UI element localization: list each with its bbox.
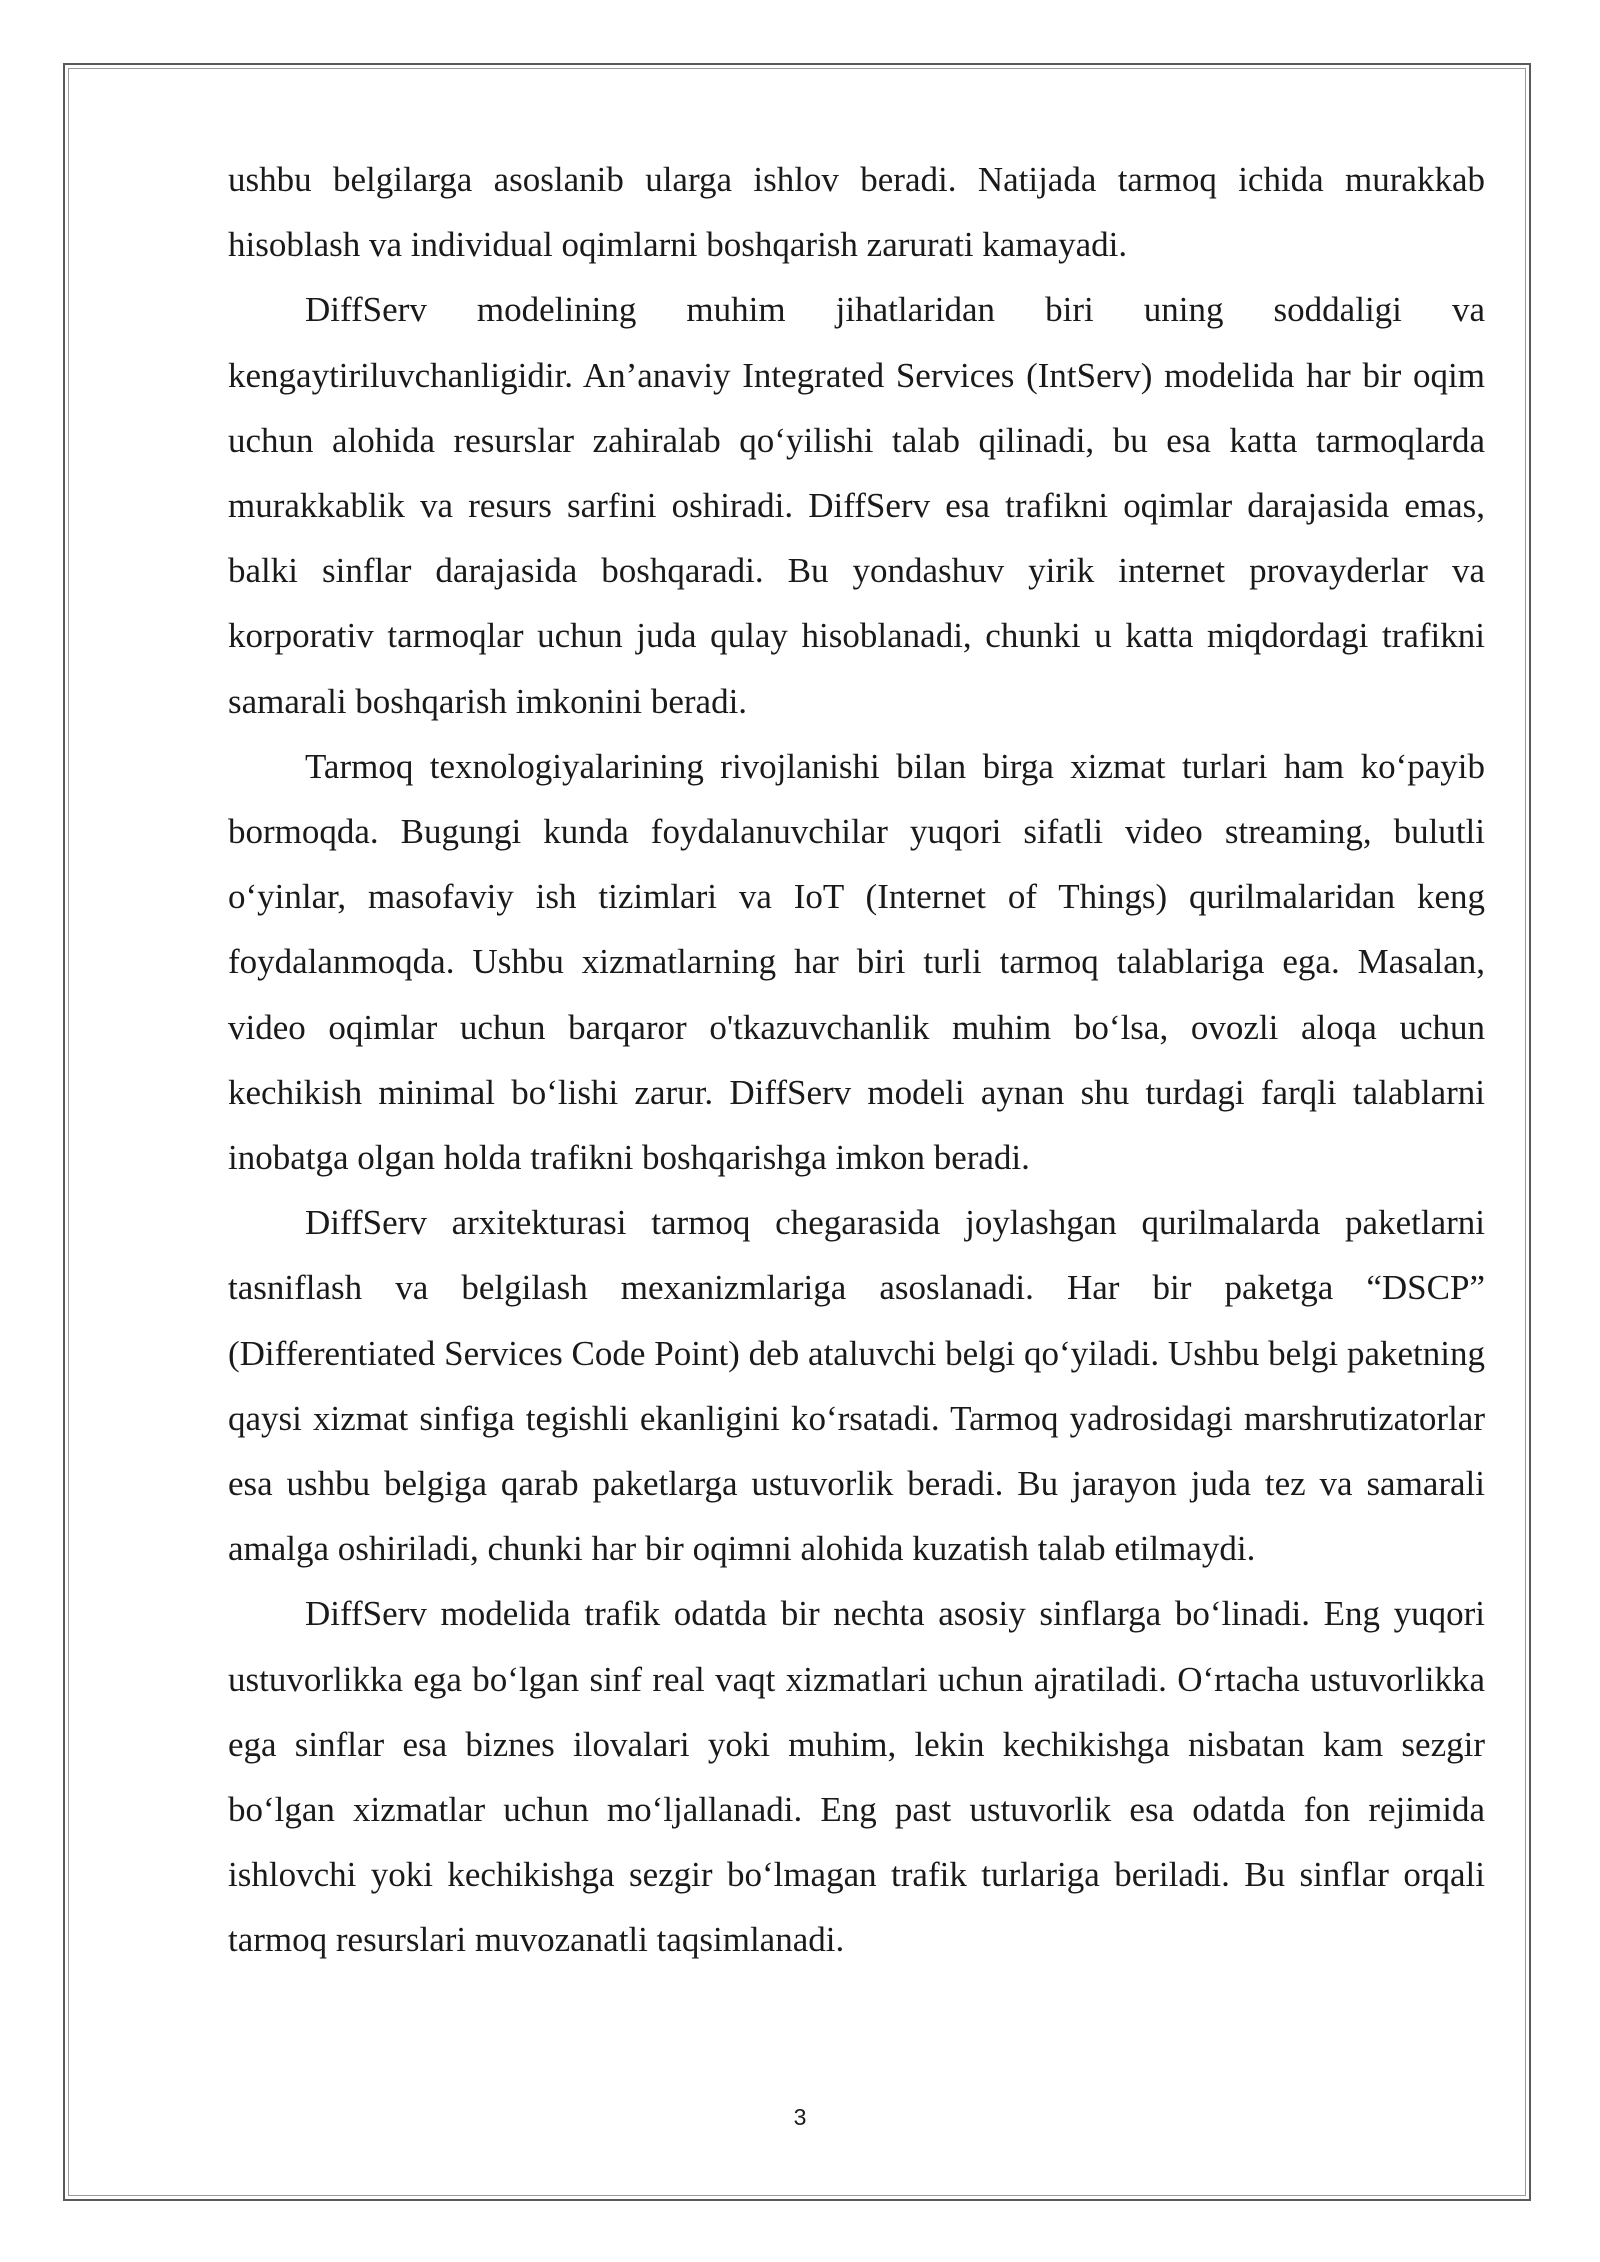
paragraph-5: DiffServ modelida trafik odatda bir nechta asosiy sinflarga bo‘linadi. Eng yuqori ustuvorlikka ega bo‘lgan sinf real vaqt xizmatlari uchun ajratiladi. O‘rtacha ustuvorlikka ega sinflar esa biznes ilovalari yoki muhim, lekin kechikishga nisbatan kam sezgir bo‘lgan xizmatlar uchun mo‘ljallanadi. Eng past ustuvorlik esa odatda fon rejimida ishlovchi yoki kechikishga sezgir bo‘lmagan trafik turlariga beriladi. Bu sinflar orqali tarmoq resurslari muvozanatli taqsimlanadi.	[228, 1594, 1485, 1960]
paragraph-2: DiffServ modelining muhim jihatlaridan biri uning soddaligi va kengaytiriluvchanligidir. An’anaviy Integrated Services (IntServ) modelida har bir oqim uchun alohida resurslar zahiralab qo‘yilishi talab qilinadi, bu esa katta tarmoqlarda murakkablik va resurs sarfini oshiradi. DiffServ esa trafikni oqimlar darajasida emas, balki sinflar darajasida boshqaradi. Bu yondashuv yirik internet provayderlar va korporativ tarmoqlar uchun juda qulay hisoblanadi, chunki u katta miqdordagi trafikni samarali boshqarish imkonini beradi.	[228, 290, 1485, 721]
page-number: 3	[793, 2104, 807, 2130]
document-body	[228, 147, 1485, 1973]
paragraph-4: DiffServ arxitekturasi tarmoq chegarasida joylashgan qurilmalarda paketlarni tasniflash va belgilash mexanizmlariga asoslanadi. Har bir paketga “DSCP” (Differentiated Services Code Point) deb ataluvchi belgi qo‘yiladi. Ushbu belgi paketning qaysi xizmat sinfiga tegishli ekanligini ko‘rsatadi. Tarmoq yadrosidagi marshrutizatorlar esa ushbu belgiga qarab paketlarga ustuvorlik beradi. Bu jarayon juda tez va samarali amalga oshiriladi, chunki har bir oqimni alohida kuzatish talab etilmaydi.	[228, 1203, 1485, 1569]
paragraph-1: ushbu belgilarga asoslanib ularga ishlov beradi. Natijada tarmoq ichida murakkab hisoblash va individual oqimlarni boshqarish zarurati kamayadi.	[228, 160, 1485, 265]
paragraph-3: Tarmoq texnologiyalarining rivojlanishi bilan birga xizmat turlari ham ko‘payib bormoqda. Bugungi kunda foydalanuvchilar yuqori sifatli video streaming, bulutli o‘yinlar, masofaviy ish tizimlari va IoT (Internet of Things) qurilmalaridan keng foydalanmoqda. Ushbu xizmatlarning har biri turli tarmoq talablariga ega. Masalan, video oqimlar uchun barqaror o'tkazuvchanlik muhim bo‘lsa, ovozli aloqa uchun kechikish minimal bo‘lishi zarur. DiffServ modeli aynan shu turdagi farqli talablarni inobatga olgan holda trafikni boshqarishga imkon beradi.	[228, 746, 1485, 1178]
